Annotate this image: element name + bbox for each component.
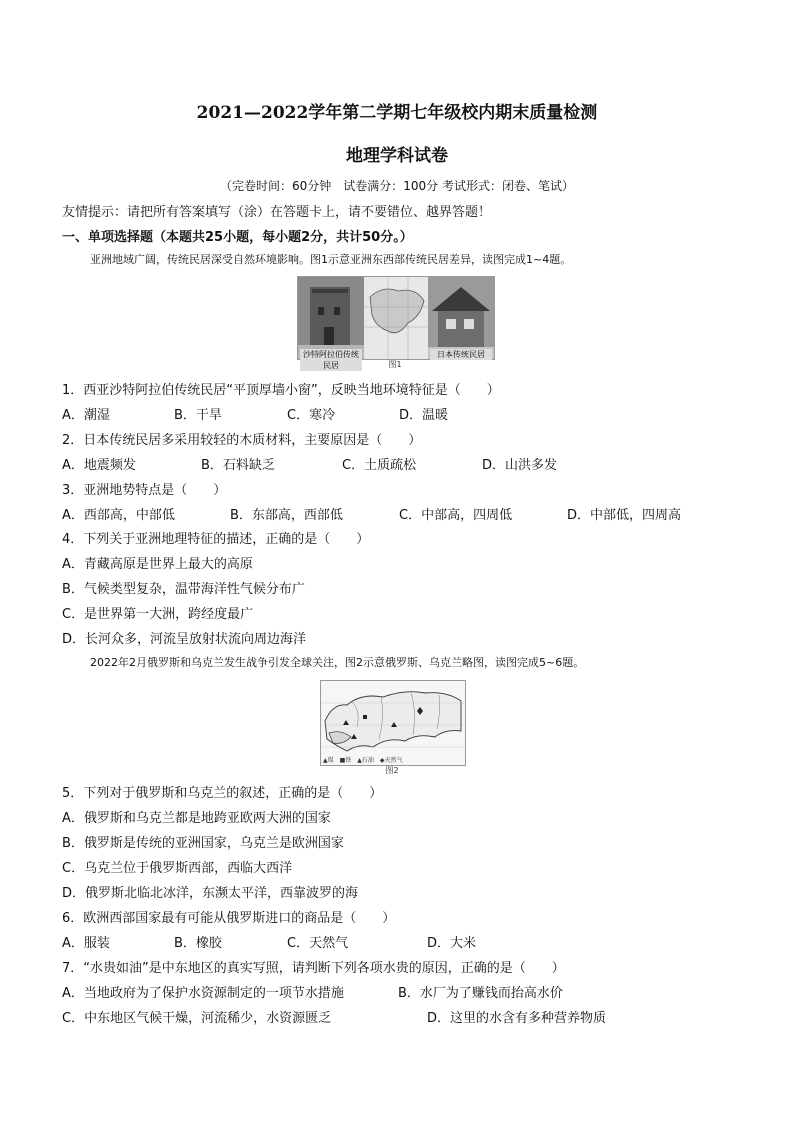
q6-option-c: C．天然气 [287, 936, 349, 951]
q1-option-d: D．温暖 [399, 408, 449, 423]
figure-2-legend: ▲煤 ■铁 ▲石油 ◆天然气 [323, 757, 403, 764]
q1-option-b: B．干旱 [174, 408, 222, 423]
q2-option-c: C．土质疏松 [342, 458, 417, 473]
q7-option-c: C．中东地区气候干燥，河流稀少，水资源匮乏 [62, 1011, 332, 1026]
question-7-stem: 7．“水贵如油”是中东地区的真实写照，请判断下列各项水贵的原因，正确的是（ ） [62, 961, 565, 976]
q1-option-c: C．寒冷 [287, 408, 336, 423]
section-heading: 一、单项选择题（本题共25小题，每小题2分，共计50分。） [62, 230, 413, 245]
q7-option-b: B．水厂为了赚钱而抬高水价 [398, 986, 563, 1001]
question-5-stem: 5．下列对于俄罗斯和乌克兰的叙述，正确的是（ ） [62, 786, 383, 801]
q7-option-a: A．当地政府为了保护水资源制定的一项节水措施 [62, 986, 344, 1001]
question-3-stem: 3．亚洲地势特点是（ ） [62, 483, 227, 498]
question-6-stem: 6．欧洲西部国家最有可能从俄罗斯进口的商品是（ ） [62, 911, 396, 926]
q4-option-c: C．是世界第一大洲，跨经度最广 [62, 607, 254, 622]
figure-2-map-illustration [321, 681, 465, 765]
q7-option-d: D．这里的水含有多种营养物质 [427, 1011, 607, 1026]
q4-option-a: A．青藏高原是世界上最大的高原 [62, 557, 253, 572]
exam-info: （完卷时间：60分钟 试卷满分：100分 考试形式：闭卷、笔试） [220, 179, 574, 193]
q5-option-d: D．俄罗斯北临北冰洋，东濒太平洋，西靠波罗的海 [62, 886, 359, 901]
q6-option-a: A．服装 [62, 936, 110, 951]
q6-option-d: D．大米 [427, 936, 477, 951]
q2-option-a: A．地震频发 [62, 458, 136, 473]
q3-option-d: D．中部低，四周高 [567, 508, 682, 523]
intro-figure-1: 亚洲地域广阔，传统民居深受自然环境影响。图1示意亚洲东西部传统民居差异，读图完成1~4题。 [90, 253, 572, 266]
q5-option-c: C．乌克兰位于俄罗斯西部，西临大西洋 [62, 861, 293, 876]
exam-title: 2021—2022学年第二学期七年级校内期末质量检测 [196, 103, 598, 123]
exam-subtitle: 地理学科试卷 [346, 146, 448, 166]
figure-1-caption: 图1 [388, 360, 402, 369]
figure-2-map [320, 680, 466, 766]
q1-option-a: A．潮湿 [62, 408, 110, 423]
question-4-stem: 4．下列关于亚洲地理特征的描述，正确的是（ ） [62, 532, 370, 547]
q5-option-a: A．俄罗斯和乌克兰都是地跨亚欧两大洲的国家 [62, 811, 331, 826]
q3-option-a: A．西部高，中部低 [62, 508, 175, 523]
q4-option-d: D．长河众多，河流呈放射状流向周边海洋 [62, 632, 307, 647]
friendly-tip: 友情提示：请把所有答案填写（涂）在答题卡上，请不要错位、越界答题！ [62, 205, 492, 220]
q6-option-b: B．橡胶 [174, 936, 222, 951]
q2-option-d: D．山洪多发 [482, 458, 558, 473]
q4-option-b: B．气候类型复杂，温带海洋性气候分布广 [62, 582, 305, 597]
figure-1-right-label: 日本传统民居 [430, 349, 492, 360]
q3-option-c: C．中部高，四周低 [399, 508, 513, 523]
figure-2-caption: 图2 [385, 766, 399, 775]
figure-1-illustration [298, 277, 494, 359]
question-2-stem: 2．日本传统民居多采用较轻的木质材料，主要原因是（ ） [62, 433, 422, 448]
q5-option-b: B．俄罗斯是传统的亚洲国家，乌克兰是欧洲国家 [62, 836, 344, 851]
q3-option-b: B．东部高，西部低 [230, 508, 343, 523]
question-1-stem: 1．西亚沙特阿拉伯传统民居“平顶厚墙小窗”，反映当地环境特征是（ ） [62, 383, 500, 398]
q2-option-b: B．石料缺乏 [201, 458, 275, 473]
figure-1-left-label: 沙特阿拉伯传统民居 [300, 349, 362, 371]
intro-figure-2: 2022年2月俄罗斯和乌克兰发生战争引发全球关注，图2示意俄罗斯、乌克兰略图，读图完成5~6题。 [90, 656, 585, 669]
